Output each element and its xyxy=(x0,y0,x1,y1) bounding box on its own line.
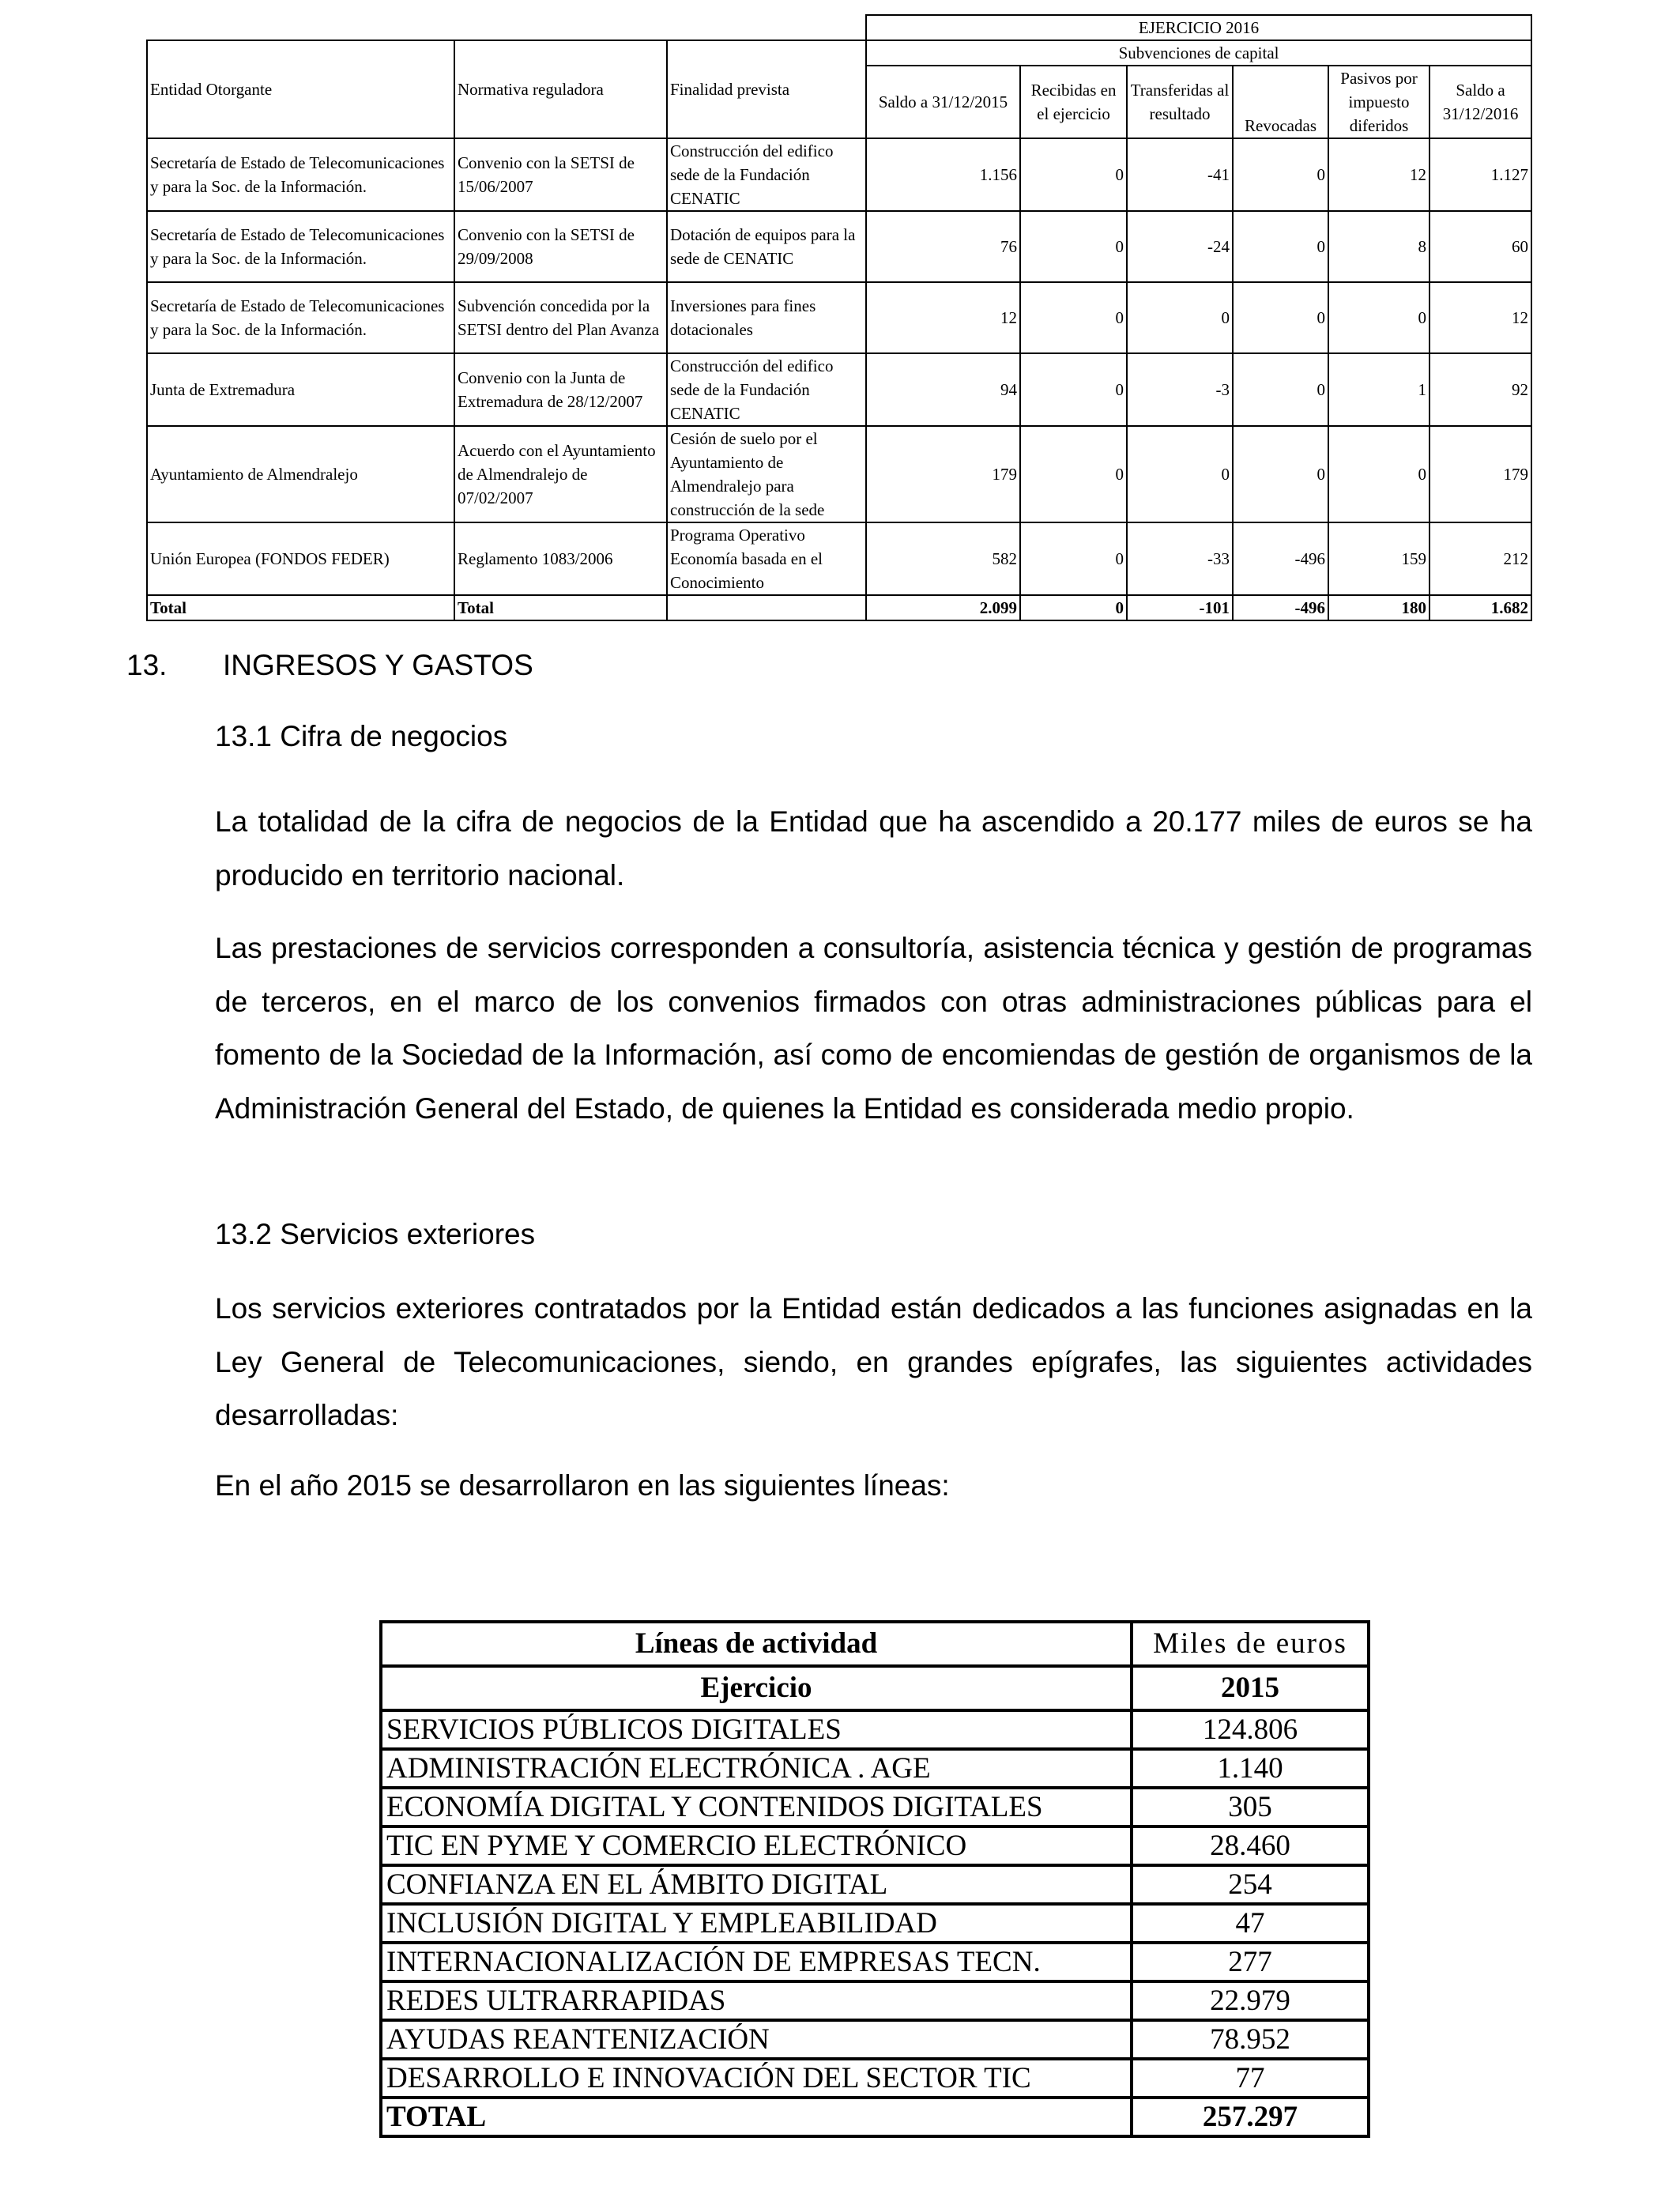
col-header-saldo-fin: Saldo a 31/12/2016 xyxy=(1430,66,1531,138)
table-row: Ayuntamiento de Almendralejo Acuerdo con el Ayuntamiento de Almendralejo de 07/02/2007 Cesión de suelo por el Ayuntamiento de Almendralejo para construcción de la sede 179 0 0 0 0 179 xyxy=(147,426,1531,522)
table-row: Secretaría de Estado de Telecomunicaciones y para la Soc. de la Información. Convenio con la SETSI de 15/06/2007 Construcción del edifico sede de la Fundación CENATIC 1.156 0 -41 0 12 1.127 xyxy=(147,138,1531,211)
table-row: CONFIANZA EN EL ÁMBITO DIGITAL 254 xyxy=(381,1865,1369,1904)
table-row: DESARROLLO E INNOVACIÓN DEL SECTOR TIC 77 xyxy=(381,2059,1369,2098)
table-row: Junta de Extremadura Convenio con la Junta de Extremadura de 28/12/2007 Construcción del edifico sede de la Fundación CENATIC 94 0 -3 0 1 92 xyxy=(147,353,1531,426)
paragraph-servicios-exteriores: Los servicios exteriores contratados por la Entidad están dedicados a las funciones asignadas en la Ley General de Telecomunicaciones, siendo, en grandes epígrafes, las siguientes actividades desarrolladas: xyxy=(215,1292,1532,1431)
header-year: 2015 xyxy=(1132,1666,1369,1710)
subvenciones-header: Subvenciones de capital xyxy=(866,40,1531,66)
header-lineas-actividad: Líneas de actividad xyxy=(381,1622,1132,1666)
col-header-saldo-ini: Saldo a 31/12/2015 xyxy=(866,66,1020,138)
subsection-title-servicios-exteriores: 13.2 Servicios exteriores xyxy=(215,1218,536,1250)
table-row: TIC EN PYME Y COMERCIO ELECTRÓNICO 28.460 xyxy=(381,1826,1369,1865)
paragraph-prestaciones: Las prestaciones de servicios corresponden a consultoría, asistencia técnica y gestión de programas de terceros, en el marco de los convenios firmados con otras administraciones públicas para el fomento de la Sociedad de la Información, así como de encomiendas de gestión de organismos de la Administración General del Estado, de quienes la Entidad es considerada medio propio. xyxy=(215,932,1532,1125)
col-header-transferidas: Transferidas al resultado xyxy=(1127,66,1233,138)
table-row: INTERNACIONALIZACIÓN DE EMPRESAS TECN. 277 xyxy=(381,1943,1369,1981)
col-header-pasivos: Pasivos por impuesto diferidos xyxy=(1328,66,1430,138)
ejercicio-header: EJERCICIO 2016 xyxy=(866,15,1531,40)
col-header-recibidas: Recibidas en el ejercicio xyxy=(1020,66,1127,138)
header-miles-euros: Miles de euros xyxy=(1132,1622,1369,1666)
total-row: TOTAL 257.297 xyxy=(381,2098,1369,2136)
paragraph-cifra-negocios: La totalidad de la cifra de negocios de la Entidad que ha ascendido a 20.177 miles de euros se ha producido en territorio nacional. xyxy=(215,805,1532,892)
table-row: ECONOMÍA DIGITAL Y CONTENIDOS DIGITALES 305 xyxy=(381,1788,1369,1826)
col-header-normativa: Normativa reguladora xyxy=(454,40,667,138)
activity-lines-table xyxy=(379,1620,1370,2138)
section-title: INGRESOS Y GASTOS xyxy=(223,649,533,681)
table-row: SERVICIOS PÚBLICOS DIGITALES 124.806 xyxy=(381,1710,1369,1749)
table-row: INCLUSIÓN DIGITAL Y EMPLEABILIDAD 47 xyxy=(381,1904,1369,1943)
table-row: Secretaría de Estado de Telecomunicaciones y para la Soc. de la Información. Subvención concedida por la SETSI dentro del Plan Avanza Inversiones para fines dotacionales 12 0 0 0 0 12 xyxy=(147,282,1531,353)
table-row: REDES ULTRARRAPIDAS 22.979 xyxy=(381,1981,1369,2020)
table-row: ADMINISTRACIÓN ELECTRÓNICA . AGE 1.140 xyxy=(381,1749,1369,1788)
paragraph-lineas-2015: En el año 2015 se desarrollaron en las siguientes líneas: xyxy=(215,1469,950,1502)
table-row: Unión Europea (FONDOS FEDER) Reglamento 1083/2006 Programa Operativo Economía basada en el Conocimiento 582 0 -33 -496 159 212 xyxy=(147,522,1531,595)
col-header-entidad: Entidad Otorgante xyxy=(147,40,454,138)
table-row: Secretaría de Estado de Telecomunicaciones y para la Soc. de la Información. Convenio con la SETSI de 29/09/2008 Dotación de equipos para la sede de CENATIC 76 0 -24 0 8 60 xyxy=(147,211,1531,282)
total-row: Total Total 2.099 0 -101 -496 180 1.682 xyxy=(147,595,1531,620)
section-number: 13. xyxy=(126,649,168,681)
subsection-title-cifra-negocios: 13.1 Cifra de negocios xyxy=(215,720,508,752)
header-ejercicio: Ejercicio xyxy=(381,1666,1132,1710)
col-header-revocadas: Revocadas xyxy=(1233,66,1328,138)
col-header-finalidad: Finalidad prevista xyxy=(667,40,866,138)
table-row: AYUDAS REANTENIZACIÓN 78.952 xyxy=(381,2020,1369,2059)
capital-subsidies-table xyxy=(146,14,1532,621)
